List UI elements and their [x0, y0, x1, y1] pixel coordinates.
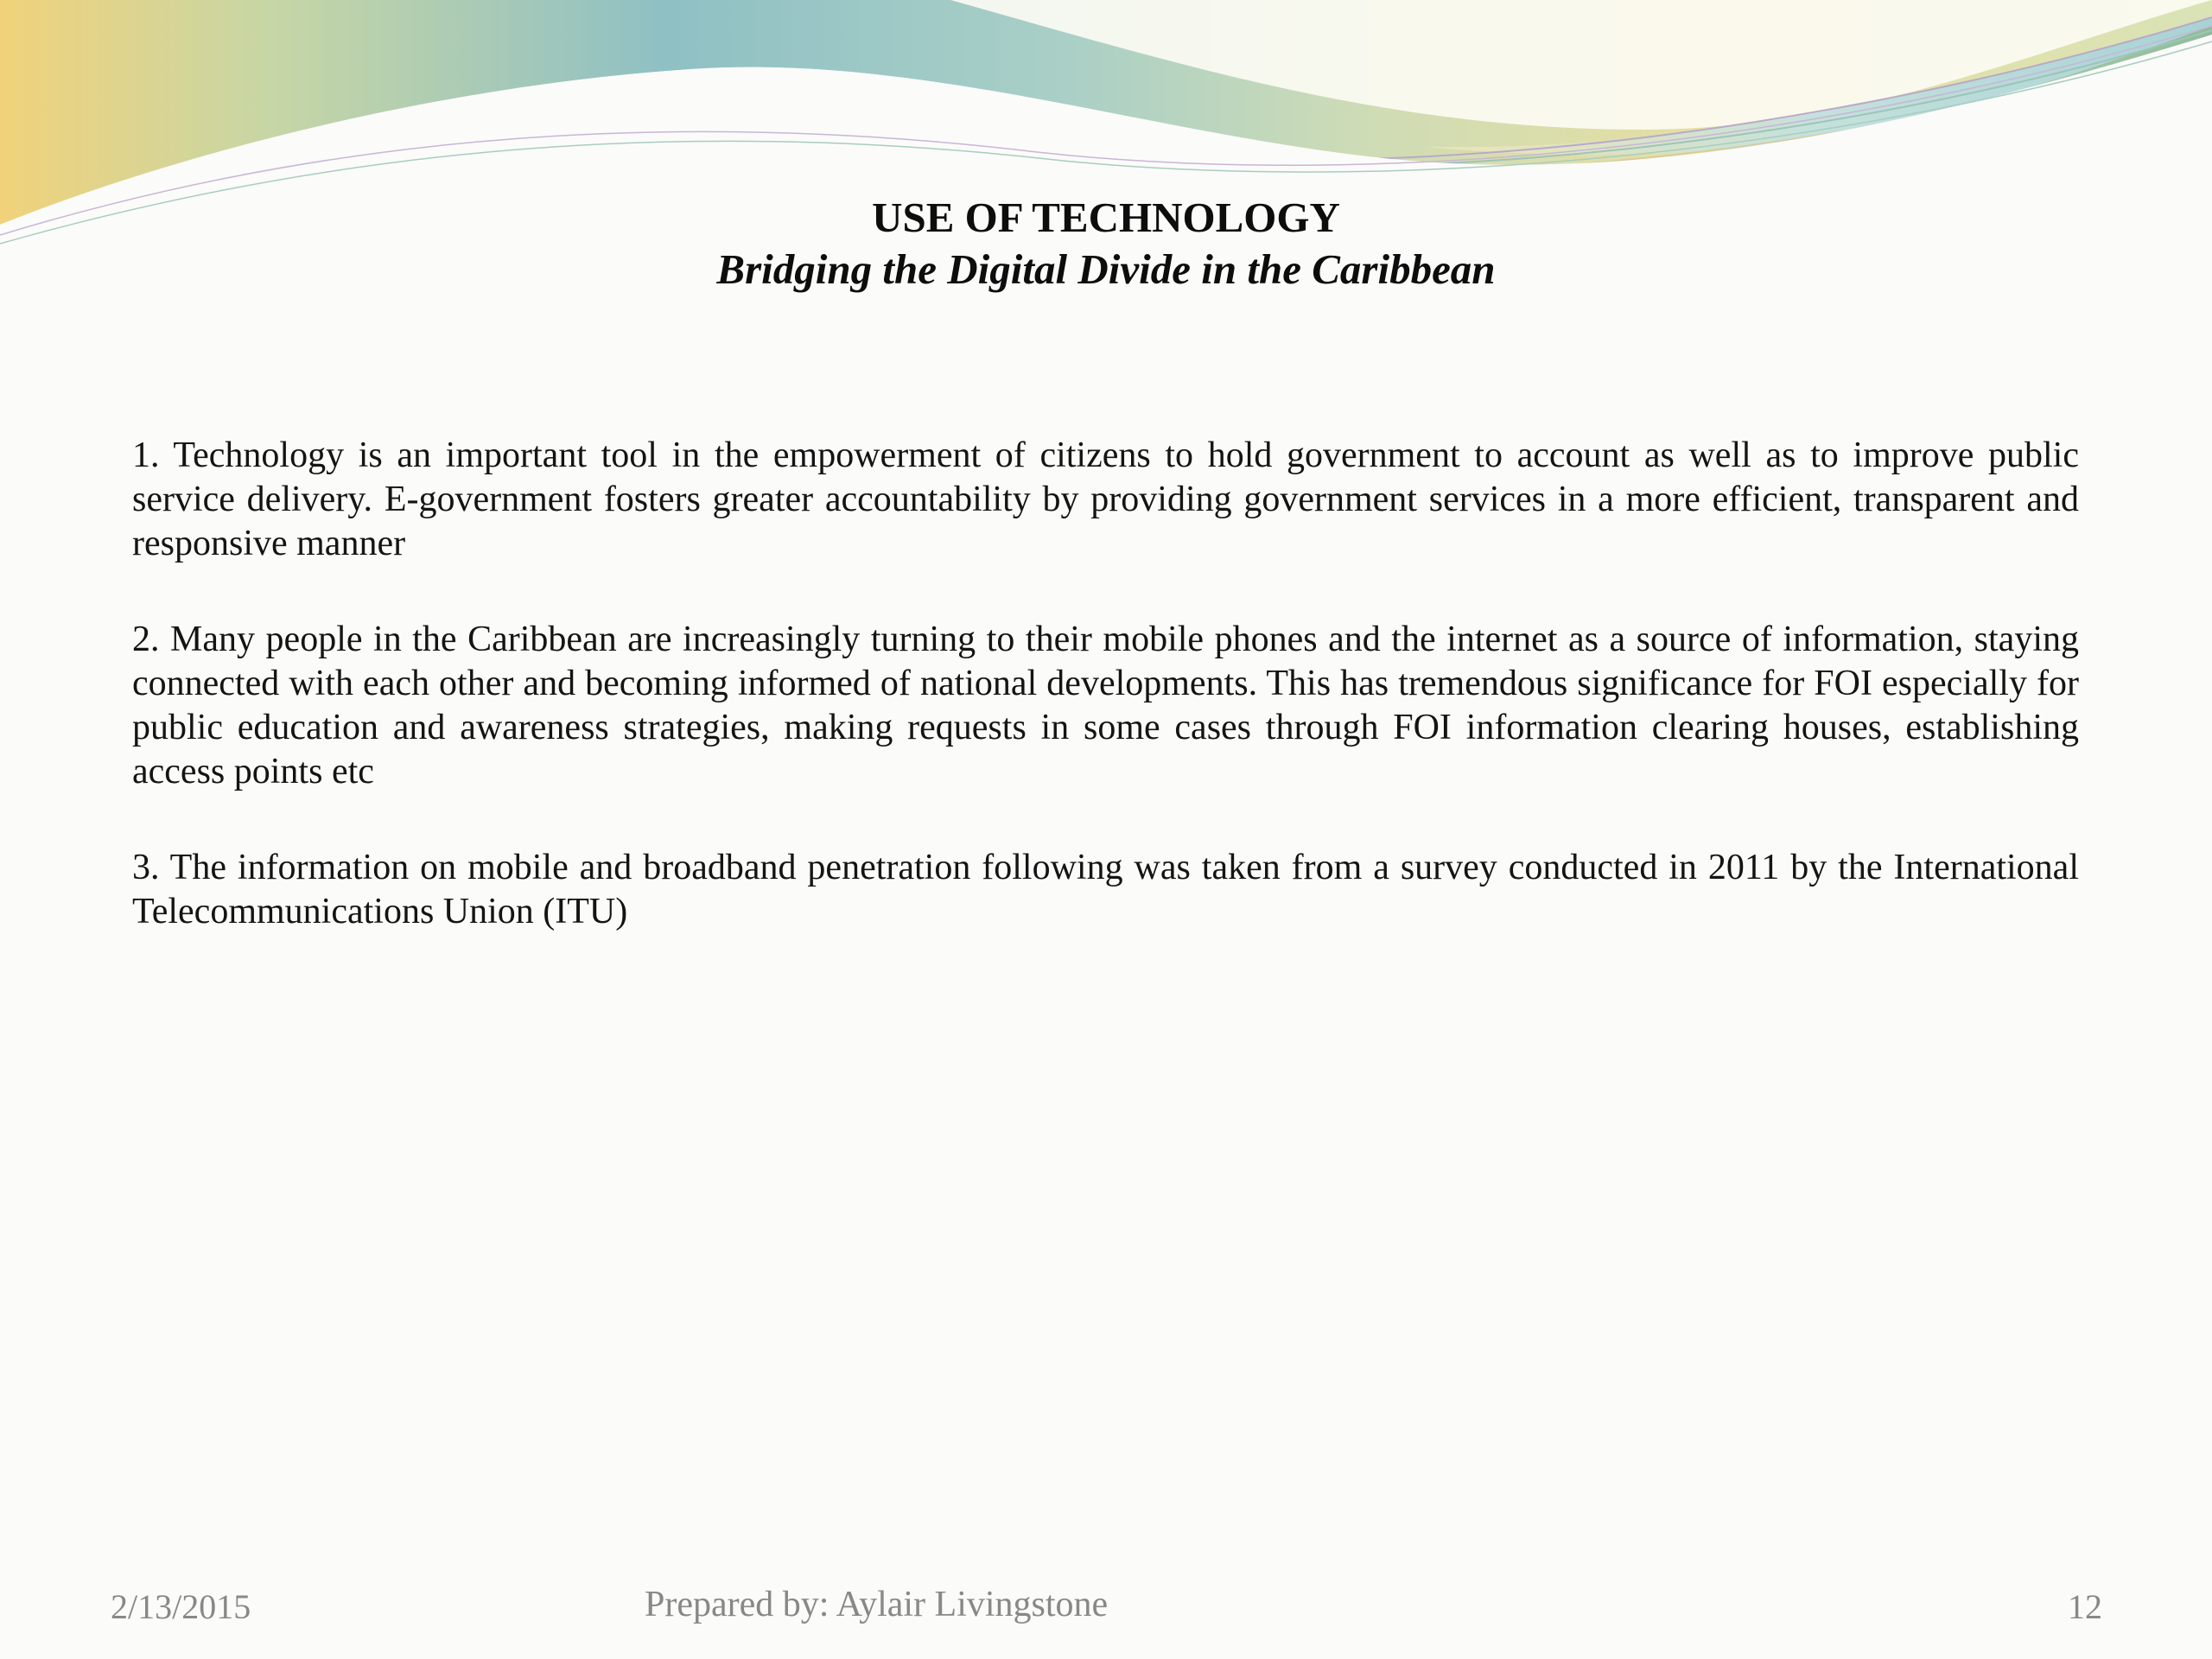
slide-subtitle: Bridging the Digital Divide in the Caribbean — [716, 245, 1496, 293]
footer-author: Prepared by: Aylair Livingstone — [645, 1585, 1109, 1624]
slide-body — [132, 434, 2079, 934]
paragraph-3: 3. The information on mobile and broadband penetration following was taken from a survey conducted in 2011 by the International Telecommunications Union (ITU) — [132, 848, 2079, 931]
slide-title: USE OF TECHNOLOGY — [872, 194, 1340, 241]
paragraph-1: 1. Technology is an important tool in the empowerment of citizens to hold government to account as well as to improve public service delivery. E-government fosters greater accountability by providing government services in a more efficient, transparent and responsive manner — [132, 435, 2079, 563]
footer-page-number: 12 — [2068, 1587, 2102, 1626]
paragraph-2: 2. Many people in the Caribbean are increasingly turning to their mobile phones and the internet as a source of information, staying connected with each other and becoming informed of national developments. This has tremendous significance for FOI especially for public education and awareness strategies, making requests in some cases through FOI information clearing houses, establishing access points etc — [132, 620, 2079, 791]
footer-date: 2/13/2015 — [111, 1587, 251, 1626]
title-block — [0, 192, 2212, 296]
